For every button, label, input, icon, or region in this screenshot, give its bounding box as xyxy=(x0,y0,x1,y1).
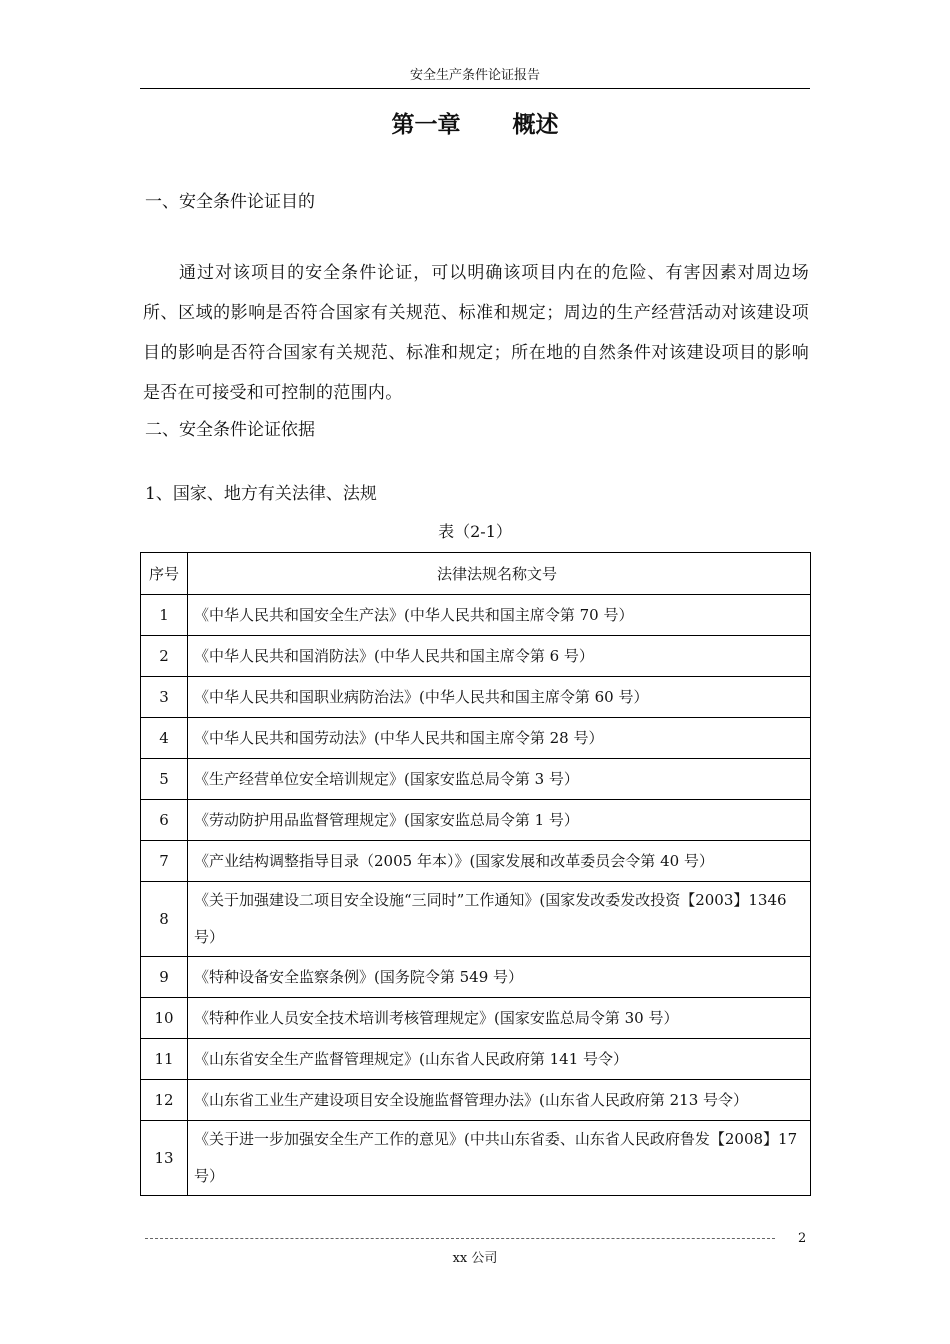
row-number: 4 xyxy=(141,718,188,759)
row-law-name: 《中华人民共和国职业病防治法》(中华人民共和国主席令第 60 号） xyxy=(188,677,811,718)
section-1-heading: 一、安全条件论证目的 xyxy=(145,192,315,212)
row-law-name: 《山东省工业生产建设项目安全设施监督管理办法》(山东省人民政府第 213 号令） xyxy=(188,1080,811,1121)
row-number: 3 xyxy=(141,677,188,718)
table-row xyxy=(141,957,811,998)
section-1-paragraph: 通过对该项目的安全条件论证，可以明确该项目内在的危险、有害因素对周边场所、区域的影响是否符合国家有关规范、标准和规定；周边的生产经营活动对该建设项目的影响是否符合国家有关规范、标准和规定；所在地的自然条件对该建设项目的影响是否在可接受和可控制的范围内。 xyxy=(143,263,809,403)
subsection-1-heading: 1、国家、地方有关法律、法规 xyxy=(145,484,377,504)
row-law-name: 《劳动防护用品监督管理规定》(国家安监总局令第 1 号） xyxy=(188,800,811,841)
chapter-name: 概述 xyxy=(512,112,559,138)
row-law-name: 《特种设备安全监察条例》(国务院令第 549 号） xyxy=(188,957,811,998)
footer-company: xx 公司 xyxy=(452,1251,498,1266)
chapter-title xyxy=(0,110,950,140)
row-number: 7 xyxy=(141,841,188,882)
table-row xyxy=(141,677,811,718)
row-law-name: 《产业结构调整指导目录（2005 年本）》(国家发展和改革委员会令第 40 号） xyxy=(188,841,811,882)
row-number: 12 xyxy=(141,1080,188,1121)
laws-table xyxy=(140,552,811,1196)
row-number: 8 xyxy=(141,882,188,957)
header-rule xyxy=(140,88,810,89)
footer-rule xyxy=(145,1238,775,1239)
row-number: 6 xyxy=(141,800,188,841)
row-law-name: 《中华人民共和国安全生产法》(中华人民共和国主席令第 70 号） xyxy=(188,595,811,636)
row-law-name: 《关于进一步加强安全生产工作的意见》(中共山东省委、山东省人民政府鲁发【2008】17 号） xyxy=(188,1121,811,1196)
row-number: 13 xyxy=(141,1121,188,1196)
table-row xyxy=(141,882,811,957)
section-2-heading: 二、安全条件论证依据 xyxy=(145,420,315,440)
table-row xyxy=(141,841,811,882)
table-header-row xyxy=(141,553,811,595)
page-number: 2 xyxy=(798,1231,807,1246)
table-row xyxy=(141,636,811,677)
row-law-name: 《关于加强建设二项目安全设施“三同时”工作通知》(国家发改委发改投资【2003】1346 号） xyxy=(188,882,811,957)
column-header-name: 法律法规名称文号 xyxy=(188,553,811,595)
row-number: 2 xyxy=(141,636,188,677)
table-row xyxy=(141,718,811,759)
column-header-number: 序号 xyxy=(141,553,188,595)
row-law-name: 《生产经营单位安全培训规定》(国家安监总局令第 3 号） xyxy=(188,759,811,800)
table-row xyxy=(141,759,811,800)
table-row xyxy=(141,1039,811,1080)
row-number: 5 xyxy=(141,759,188,800)
table-row xyxy=(141,1080,811,1121)
chapter-number: 第一章 xyxy=(391,112,461,138)
table-row xyxy=(141,998,811,1039)
row-number: 1 xyxy=(141,595,188,636)
row-number: 9 xyxy=(141,957,188,998)
row-law-name: 《中华人民共和国劳动法》(中华人民共和国主席令第 28 号） xyxy=(188,718,811,759)
table-row xyxy=(141,595,811,636)
row-law-name: 《特种作业人员安全技术培训考核管理规定》(国家安监总局令第 30 号） xyxy=(188,998,811,1039)
row-number: 11 xyxy=(141,1039,188,1080)
row-law-name: 《山东省安全生产监督管理规定》(山东省人民政府第 141 号令） xyxy=(188,1039,811,1080)
row-law-name: 《中华人民共和国消防法》(中华人民共和国主席令第 6 号） xyxy=(188,636,811,677)
row-number: 10 xyxy=(141,998,188,1039)
table-caption: 表（2-1） xyxy=(438,522,512,541)
page-header-title: 安全生产条件论证报告 xyxy=(409,68,540,83)
table-row xyxy=(141,800,811,841)
table-row xyxy=(141,1121,811,1196)
